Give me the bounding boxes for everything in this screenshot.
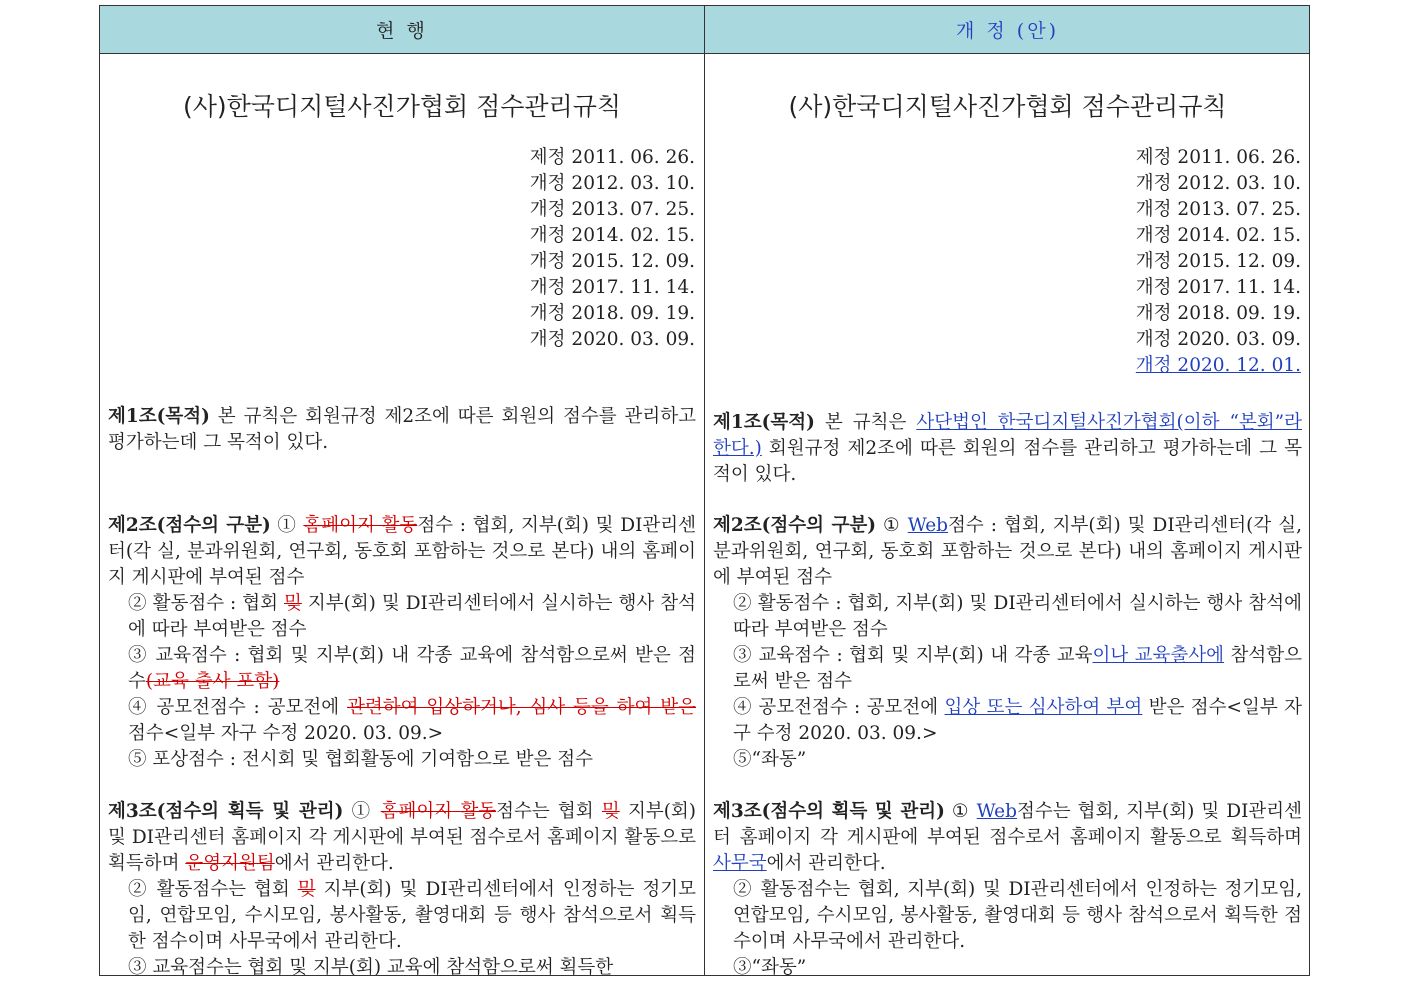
deleted-text: (교육 출사 포함) [145,671,280,692]
current-header [100,6,704,54]
current-column [100,6,705,975]
revision-date: 개정 2015. 12. 09. [529,251,695,272]
article-heading: 제1조(목적) [713,412,815,433]
article-1 [713,410,1302,488]
comparison-table [99,5,1310,976]
article-2 [713,513,1302,773]
article-3 [713,799,1302,976]
clause-text: 점수 : 협회, 지부(회) 및 DI관리센터(각 실, 분과위원회, 연구회, 동호회 포함하는 것으로 본다) 내의 홈페이지 게시판에 부여된 점수 [713,515,1302,588]
clause-text: ① [944,801,977,822]
clause-text: ① [876,515,908,536]
article-1 [108,404,696,456]
revision-date: 개정 2015. 12. 09. [1135,251,1301,272]
clause-text: 회원규정 제2조에 따른 회원의 점수를 관리하고 평가하는데 그 목적이 있다. [713,438,1302,485]
revision-date: 개정 2013. 07. 25. [529,199,695,220]
revised-header [705,6,1310,54]
article-heading: 제3조(점수의 획득 및 관리) [108,801,344,822]
revision-date: 개정 2017. 11. 14. [1135,277,1301,298]
clause-text: 에서 관리한다. [766,853,886,874]
revision-date: 개정 2020. 03. 09. [529,329,695,350]
clause-text: ② 활동점수 : 협회 [128,593,284,614]
added-text: 이나 교육출사에 [1092,645,1225,666]
clause-text: ② 활동점수는 협회, 지부(회) 및 DI관리센터에서 인정하는 정기모임, 연합모임, 수시모임, 봉사활동, 촬영대회 등 행사 참석으로서 획득한 점수이며 사무국에서 관리한다. [733,879,1302,952]
revision-date: 개정 2013. 07. 25. [1135,199,1301,220]
clause-text: ③“좌동” [733,957,807,976]
clause-text: ③ 교육점수 : 협회 및 지부(회) 내 각종 교육에 참석함으로써 받은 점수 [128,645,696,692]
article-2 [108,513,696,773]
revised-header-label: 개 정 (안) [956,20,1059,42]
revision-date: 개정 2012. 03. 10. [1135,173,1301,194]
added-text: Web [976,801,1017,822]
added-text: 사단법인 한국디지털사진가협회(이하 “본회”라 한다.) [713,412,1302,459]
clause-text: ① [343,801,381,822]
deleted-text: 운영지원팀 [185,853,275,874]
revision-date: 개정 2017. 11. 14. [529,277,695,298]
clause-text: ② 활동점수는 협회 [128,879,298,900]
revision-date: 개정 2014. 02. 15. [529,225,695,246]
clause-text: 지부(회) 및 DI관리센터에서 실시하는 행사 참석에 따라 부여받은 점수 [128,593,696,640]
clause-text: 점수 : 협회, 지부(회) 및 DI관리센터(각 실, 분과위원회, 연구회, 동호회 포함하는 것으로 본다) 내의 홈페이지 게시판에 부여된 점수 [108,515,696,588]
clause-text: ② 활동점수 : 협회, 지부(회) 및 DI관리센터에서 실시하는 행사 참석에 따라 부여받은 점수 [733,593,1302,640]
rule-title: (사)한국디지털사진가협회 점수관리규칙 [182,92,621,121]
added-text: Web [907,515,949,536]
article-heading: 제2조(점수의 구분) [713,515,877,536]
clause-text: 점수는 협회 [496,801,602,822]
article-heading: 제3조(점수의 획득 및 관리) [713,801,945,822]
clause-text: 본 규칙은 [814,412,917,433]
article-heading: 제1조(목적) [108,406,210,427]
clause-text: 지부(회) 및 DI관리센터에서 인정하는 정기모임, 연합모임, 수시모임, 봉사활동, 촬영대회 등 행사 참석으로서 획득한 점수이며 사무국에서 관리한다. [128,879,696,952]
revision-date: 제정 2011. 06. 26. [529,147,695,168]
clause-text: ③ 교육점수는 협회 및 지부(회) 교육에 참석함으로써 획득한 [128,957,614,976]
revision-dates [713,145,1302,379]
clause-text: ⑤“좌동” [733,749,807,770]
clause-text: ③ 교육점수 : 협회 및 지부(회) 내 각종 교육 [733,645,1093,666]
clause-text: ④ 공모전점수 : 공모전에 [128,697,347,718]
revision-date: 개정 2018. 09. 19. [529,303,695,324]
deleted-text: 홈페이지 활동 [303,515,418,536]
article-text: 본 규칙은 회원규정 제2조에 따른 회원의 점수를 관리하고 평가하는데 그 목적이 있다. [108,406,696,453]
added-text: 사무국 [713,853,767,874]
clause-text: ④ 공모전점수 : 공모전에 [733,697,945,718]
clause-text: 점수는 협회, 지부(회) 및 DI관리센터 홈페이지 각 게시판에 부여된 점수로서 홈페이지 활동으로 획득하며 [713,801,1302,848]
clause-text: 참석함으로써 받은 점수 [733,645,1302,692]
revision-date: 개정 2012. 03. 10. [529,173,695,194]
rule-title: (사)한국디지털사진가협회 점수관리규칙 [788,92,1227,121]
revision-dates [108,145,696,353]
clause-text: 지부(회) 및 DI관리센터 홈페이지 각 게시판에 부여된 점수로서 홈페이지 활동으로 획득하며 [108,801,697,874]
article-heading: 제2조(점수의 구분) [108,515,271,536]
current-header-label: 현 행 [376,20,428,42]
deleted-text: 관련하여 입상하거나, 심사 등을 하여 받은 [347,697,696,718]
revision-date: 개정 2014. 02. 15. [1135,225,1301,246]
clause-text: 에서 관리한다. [274,853,394,874]
revision-date: 개정 2020. 03. 09. [1135,329,1301,350]
revised-column [705,6,1310,975]
clause-text: ⑤ 포상점수 : 전시회 및 협회활동에 기여함으로 받은 점수 [128,749,593,770]
clause-text: 점수<일부 자구 수정 2020. 03. 09.> [128,723,444,744]
deleted-text: 및 [297,879,316,900]
revision-date: 개정 2018. 09. 19. [1135,303,1301,324]
deleted-text: 및 [601,801,620,822]
deleted-text: 홈페이지 활동 [380,801,497,822]
article-3 [108,799,696,976]
new-revision-date: 개정 2020. 12. 01. [1135,355,1301,376]
revision-date: 제정 2011. 06. 26. [1135,147,1301,168]
clause-text: ① [270,515,304,536]
deleted-text: 및 [283,593,302,614]
added-text: 입상 또는 심사하여 부여 [944,697,1143,718]
clause-text: 받은 점수<일부 자구 수정 2020. 03. 09.> [733,697,1302,744]
